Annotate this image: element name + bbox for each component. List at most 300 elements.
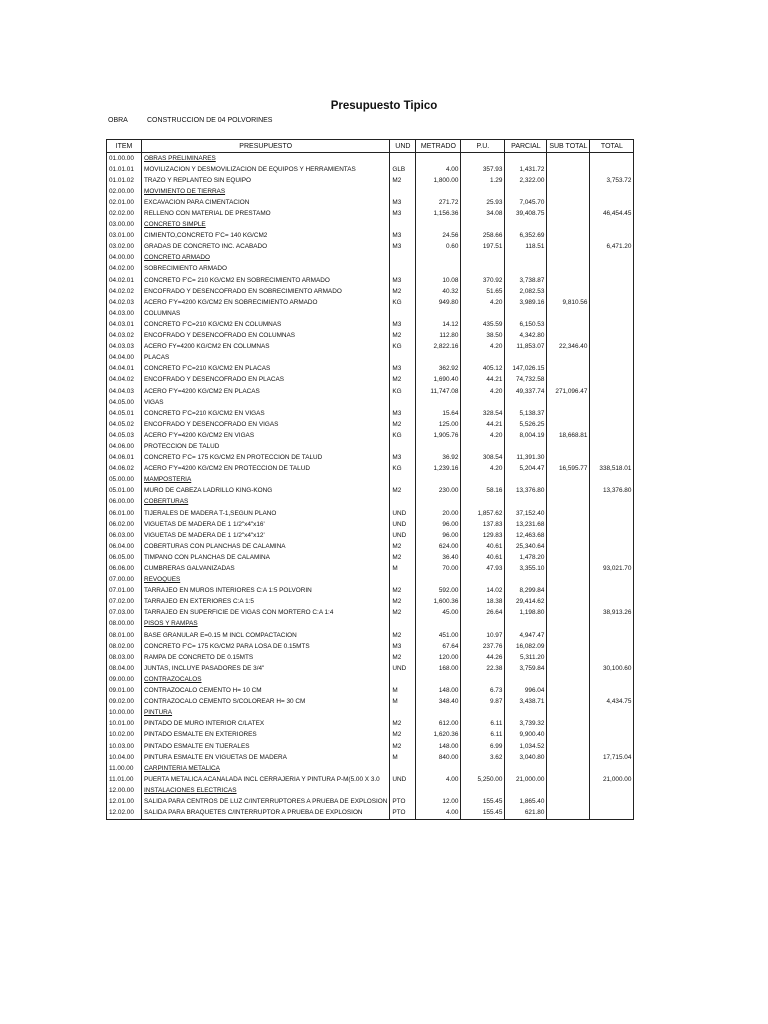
- cell-unit-price: 258.66: [461, 231, 505, 242]
- cell-total: [590, 342, 634, 353]
- cell-unit-price: [461, 441, 505, 452]
- table-row: [107, 331, 634, 342]
- table-row: [107, 353, 634, 364]
- cell-parcial: [505, 497, 547, 508]
- cell-item: 04.02.01: [107, 275, 142, 286]
- cell-parcial: 29,414.62: [505, 597, 547, 608]
- cell-subtotal: [547, 197, 590, 208]
- cell-unit-price: 10.97: [461, 630, 505, 641]
- cell-subtotal: 9,810.56: [547, 297, 590, 308]
- cell-unit-price: 6.11: [461, 730, 505, 741]
- table-row: [107, 563, 634, 574]
- cell-unit: M3: [390, 364, 416, 375]
- cell-parcial: 5,204.47: [505, 464, 547, 475]
- cell-description: SALIDA PARA CENTROS DE LUZ C/INTERRUPTORES A PRUEBA DE EXPLOSION: [142, 796, 390, 807]
- cell-unit-price: 40.61: [461, 541, 505, 552]
- cell-unit-price: [461, 397, 505, 408]
- cell-parcial: [505, 186, 547, 197]
- cell-total: [590, 308, 634, 319]
- table-row: [107, 430, 634, 441]
- cell-unit-price: 47.93: [461, 563, 505, 574]
- cell-parcial: 5,138.37: [505, 408, 547, 419]
- cell-metrado: 0.60: [416, 242, 461, 253]
- cell-parcial: 8,299.84: [505, 586, 547, 597]
- table-row: [107, 508, 634, 519]
- table-row: [107, 364, 634, 375]
- cell-parcial: [505, 264, 547, 275]
- cell-metrado: 230.00: [416, 486, 461, 497]
- cell-item: 04.06.00: [107, 441, 142, 452]
- cell-unit: M2: [390, 486, 416, 497]
- cell-metrado: [416, 674, 461, 685]
- cell-metrado: 10.08: [416, 275, 461, 286]
- cell-total: [590, 497, 634, 508]
- cell-metrado: [416, 308, 461, 319]
- cell-unit: PTO: [390, 808, 416, 820]
- table-row: [107, 308, 634, 319]
- cell-item: 02.00.00: [107, 186, 142, 197]
- table-row: [107, 419, 634, 430]
- cell-unit-price: 44.21: [461, 419, 505, 430]
- cell-metrado: 1,800.00: [416, 175, 461, 186]
- cell-metrado: 4.00: [416, 808, 461, 820]
- cell-parcial: [505, 619, 547, 630]
- cell-item: 10.02.00: [107, 730, 142, 741]
- cell-unit: M2: [390, 375, 416, 386]
- cell-subtotal: [547, 663, 590, 674]
- cell-subtotal: [547, 308, 590, 319]
- cell-unit-price: [461, 475, 505, 486]
- cell-description: COBERTURAS: [142, 497, 390, 508]
- cell-metrado: 112.80: [416, 331, 461, 342]
- cell-item: 04.04.02: [107, 375, 142, 386]
- cell-subtotal: [547, 264, 590, 275]
- cell-parcial: 21,000.00: [505, 774, 547, 785]
- table-row: [107, 808, 634, 820]
- cell-total: [590, 419, 634, 430]
- cell-total: [590, 331, 634, 342]
- cell-unit-price: 6.11: [461, 719, 505, 730]
- section-row: [107, 220, 634, 231]
- cell-parcial: 147,026.15: [505, 364, 547, 375]
- cell-description: CONTRAZOCALO CEMENTO S/COLOREAR H= 30 CM: [142, 697, 390, 708]
- cell-total: [590, 796, 634, 807]
- cell-item: 07.02.00: [107, 597, 142, 608]
- cell-subtotal: [547, 275, 590, 286]
- cell-item: 11.01.00: [107, 774, 142, 785]
- cell-total: [590, 519, 634, 530]
- cell-item: 01.01.01: [107, 164, 142, 175]
- cell-unit-price: 129.83: [461, 530, 505, 541]
- cell-unit-price: 197.51: [461, 242, 505, 253]
- cell-item: 08.01.00: [107, 630, 142, 641]
- cell-metrado: [416, 220, 461, 231]
- cell-unit: [390, 674, 416, 685]
- cell-item: 08.02.00: [107, 641, 142, 652]
- col-header-total: TOTAL: [590, 140, 634, 153]
- cell-parcial: 1,431.72: [505, 164, 547, 175]
- cell-unit-price: 155.45: [461, 796, 505, 807]
- cell-unit: M2: [390, 630, 416, 641]
- cell-total: [590, 153, 634, 165]
- cell-unit: [390, 441, 416, 452]
- col-header-pu: P.U.: [461, 140, 505, 153]
- cell-unit-price: [461, 153, 505, 165]
- cell-unit: [390, 220, 416, 231]
- cell-item: 05.01.00: [107, 486, 142, 497]
- cell-item: 04.05.01: [107, 408, 142, 419]
- cell-unit-price: 357.93: [461, 164, 505, 175]
- cell-unit-price: [461, 619, 505, 630]
- cell-parcial: 5,526.25: [505, 419, 547, 430]
- cell-description: CONCRETO F'C=210 KG/CM2 EN VIGAS: [142, 408, 390, 419]
- cell-description: VIGAS: [142, 397, 390, 408]
- cell-parcial: [505, 708, 547, 719]
- cell-metrado: 949.80: [416, 297, 461, 308]
- cell-metrado: 67.64: [416, 641, 461, 652]
- cell-description: PINTADO ESMALTE EN TIJERALES: [142, 741, 390, 752]
- cell-description: OBRAS PRELIMINARES: [142, 153, 390, 165]
- cell-unit: M3: [390, 197, 416, 208]
- cell-item: 04.03.02: [107, 331, 142, 342]
- col-header-item: ITEM: [107, 140, 142, 153]
- cell-subtotal: [547, 353, 590, 364]
- cell-description: COLUMNAS: [142, 308, 390, 319]
- cell-metrado: [416, 397, 461, 408]
- cell-metrado: [416, 708, 461, 719]
- cell-subtotal: [547, 364, 590, 375]
- cell-item: 12.02.00: [107, 808, 142, 820]
- cell-total: [590, 630, 634, 641]
- cell-metrado: [416, 785, 461, 796]
- cell-item: 04.03.03: [107, 342, 142, 353]
- section-row: [107, 153, 634, 165]
- table-row: [107, 319, 634, 330]
- cell-unit: [390, 308, 416, 319]
- cell-unit-price: [461, 708, 505, 719]
- cell-item: 06.02.00: [107, 519, 142, 530]
- table-row: [107, 719, 634, 730]
- cell-description: TARRAJEO EN SUPERFICIE DE VIGAS CON MORTERO C:A 1:4: [142, 608, 390, 619]
- cell-description: MAMPOSTERIA: [142, 475, 390, 486]
- table-row: [107, 608, 634, 619]
- cell-unit: M2: [390, 652, 416, 663]
- cell-total: [590, 652, 634, 663]
- cell-subtotal: [547, 175, 590, 186]
- cell-total: [590, 220, 634, 231]
- table-row: [107, 552, 634, 563]
- cell-description: CARPINTERIA METALICA: [142, 763, 390, 774]
- cell-total: [590, 597, 634, 608]
- cell-parcial: 1,034.52: [505, 741, 547, 752]
- cell-parcial: 5,311.20: [505, 652, 547, 663]
- cell-item: 11.00.00: [107, 763, 142, 774]
- cell-subtotal: [547, 563, 590, 574]
- cell-metrado: 24.56: [416, 231, 461, 242]
- cell-parcial: [505, 397, 547, 408]
- cell-item: 06.01.00: [107, 508, 142, 519]
- cell-description: CONTRAZOCALO CEMENTO H= 10 CM: [142, 686, 390, 697]
- cell-description: ENCOFRADO Y DESENCOFRADO EN PLACAS: [142, 375, 390, 386]
- cell-item: 03.00.00: [107, 220, 142, 231]
- cell-metrado: 840.00: [416, 752, 461, 763]
- cell-unit: M2: [390, 730, 416, 741]
- cell-description: CIMIENTO,CONCRETO F'C= 140 KG/CM2: [142, 231, 390, 242]
- cell-description: PINTADO DE MURO INTERIOR C/LATEX: [142, 719, 390, 730]
- cell-description: CONCRETO F'C=210 KG/CM2 EN PLACAS: [142, 364, 390, 375]
- cell-unit-price: [461, 353, 505, 364]
- cell-total: [590, 619, 634, 630]
- cell-total: [590, 164, 634, 175]
- obra-row: [108, 117, 272, 124]
- cell-item: 04.03.01: [107, 319, 142, 330]
- cell-item: 12.00.00: [107, 785, 142, 796]
- section-row: [107, 619, 634, 630]
- cell-description: CONCRETO F'C= 175 KG/CM2 EN PROTECCION DE TALUD: [142, 453, 390, 464]
- cell-parcial: [505, 575, 547, 586]
- cell-description: JUNTAS, INCLUYE PASADORES DE 3/4": [142, 663, 390, 674]
- cell-unit-price: 6.73: [461, 686, 505, 697]
- table-row: [107, 208, 634, 219]
- cell-item: 06.06.00: [107, 563, 142, 574]
- budget-table: [106, 139, 634, 820]
- cell-description: TIJERALES DE MADERA T-1,SEGUN PLANO: [142, 508, 390, 519]
- cell-total: [590, 719, 634, 730]
- cell-item: 03.02.00: [107, 242, 142, 253]
- cell-total: 338,518.01: [590, 464, 634, 475]
- cell-unit-price: 22.38: [461, 663, 505, 674]
- cell-subtotal: [547, 697, 590, 708]
- table-row: [107, 375, 634, 386]
- cell-unit: [390, 186, 416, 197]
- cell-unit: [390, 708, 416, 719]
- cell-item: 04.04.00: [107, 353, 142, 364]
- cell-subtotal: [547, 708, 590, 719]
- cell-total: [590, 586, 634, 597]
- cell-description: MOVIMIENTO DE TIERRAS: [142, 186, 390, 197]
- cell-subtotal: [547, 375, 590, 386]
- cell-unit-price: 26.64: [461, 608, 505, 619]
- cell-unit: KG: [390, 342, 416, 353]
- cell-parcial: 4,342.80: [505, 331, 547, 342]
- cell-description: ACERO F'Y=4200 KG/CM2 EN SOBRECIMIENTO ARMADO: [142, 297, 390, 308]
- table-row: [107, 796, 634, 807]
- cell-parcial: 74,732.58: [505, 375, 547, 386]
- cell-unit: M3: [390, 641, 416, 652]
- cell-unit: GLB: [390, 164, 416, 175]
- cell-unit-price: 435.59: [461, 319, 505, 330]
- page-title: Presupuesto Tipico: [330, 100, 438, 112]
- table-row: [107, 297, 634, 308]
- section-row: [107, 674, 634, 685]
- cell-item: 03.01.00: [107, 231, 142, 242]
- section-row: [107, 785, 634, 796]
- cell-total: 17,715.04: [590, 752, 634, 763]
- cell-unit-price: 34.08: [461, 208, 505, 219]
- cell-item: 04.05.02: [107, 419, 142, 430]
- cell-total: 30,100.60: [590, 663, 634, 674]
- cell-subtotal: [547, 575, 590, 586]
- cell-unit-price: [461, 674, 505, 685]
- cell-metrado: 96.00: [416, 519, 461, 530]
- cell-item: 06.03.00: [107, 530, 142, 541]
- cell-unit: KG: [390, 430, 416, 441]
- cell-description: ENCOFRADO Y DESENCOFRADO EN COLUMNAS: [142, 331, 390, 342]
- table-row: [107, 386, 634, 397]
- cell-unit-price: 1.29: [461, 175, 505, 186]
- table-row: [107, 342, 634, 353]
- cell-item: 04.06.02: [107, 464, 142, 475]
- cell-item: 06.04.00: [107, 541, 142, 552]
- table-row: [107, 630, 634, 641]
- cell-unit: M: [390, 563, 416, 574]
- cell-unit: M2: [390, 586, 416, 597]
- cell-total: [590, 186, 634, 197]
- cell-unit: M: [390, 697, 416, 708]
- cell-total: [590, 686, 634, 697]
- table-row: [107, 264, 634, 275]
- table-row: [107, 730, 634, 741]
- cell-unit-price: [461, 308, 505, 319]
- cell-unit: [390, 575, 416, 586]
- cell-unit-price: 9.87: [461, 697, 505, 708]
- cell-metrado: [416, 575, 461, 586]
- cell-total: 21,000.00: [590, 774, 634, 785]
- cell-unit-price: 137.83: [461, 519, 505, 530]
- cell-subtotal: [547, 741, 590, 752]
- table-row: [107, 597, 634, 608]
- cell-parcial: 11,853.07: [505, 342, 547, 353]
- cell-item: 04.06.01: [107, 453, 142, 464]
- cell-parcial: 25,340.64: [505, 541, 547, 552]
- cell-total: [590, 231, 634, 242]
- cell-subtotal: [547, 752, 590, 763]
- cell-subtotal: [547, 419, 590, 430]
- cell-unit: [390, 785, 416, 796]
- cell-total: [590, 319, 634, 330]
- cell-unit: UND: [390, 508, 416, 519]
- cell-description: RELLENO CON MATERIAL DE PRESTAMO: [142, 208, 390, 219]
- cell-parcial: 621.80: [505, 808, 547, 820]
- cell-parcial: 8,004.19: [505, 430, 547, 441]
- cell-unit-price: [461, 497, 505, 508]
- table-row: [107, 752, 634, 763]
- cell-total: [590, 475, 634, 486]
- cell-item: 06.05.00: [107, 552, 142, 563]
- table-row: [107, 530, 634, 541]
- cell-unit-price: 40.61: [461, 552, 505, 563]
- cell-parcial: 39,408.75: [505, 208, 547, 219]
- cell-subtotal: [547, 608, 590, 619]
- cell-unit: [390, 397, 416, 408]
- cell-metrado: 148.00: [416, 741, 461, 752]
- cell-metrado: 36.92: [416, 453, 461, 464]
- cell-description: VIGUETAS DE MADERA DE 1 1/2"x4"x16': [142, 519, 390, 530]
- cell-unit-price: [461, 220, 505, 231]
- obra-value: CONSTRUCCION DE 04 POLVORINES: [146, 117, 273, 124]
- cell-metrado: 14.12: [416, 319, 461, 330]
- cell-description: BASE GRANULAR E=0.15 M INCL COMPACTACION: [142, 630, 390, 641]
- cell-parcial: 3,989.16: [505, 297, 547, 308]
- cell-metrado: [416, 186, 461, 197]
- cell-description: COBERTURAS CON PLANCHAS DE CALAMINA: [142, 541, 390, 552]
- cell-description: TIMPANO CON PLANCHAS DE CALAMINA: [142, 552, 390, 563]
- cell-unit: KG: [390, 386, 416, 397]
- cell-item: 09.02.00: [107, 697, 142, 708]
- cell-total: [590, 408, 634, 419]
- cell-description: ACERO F'Y=4200 KG/CM2 EN VIGAS: [142, 430, 390, 441]
- cell-subtotal: [547, 774, 590, 785]
- cell-subtotal: [547, 475, 590, 486]
- cell-metrado: [416, 153, 461, 165]
- cell-unit-price: [461, 264, 505, 275]
- section-row: [107, 708, 634, 719]
- cell-unit: M2: [390, 286, 416, 297]
- cell-parcial: [505, 308, 547, 319]
- cell-description: VIGUETAS DE MADERA DE 1 1/2"x4"x12': [142, 530, 390, 541]
- cell-metrado: [416, 497, 461, 508]
- cell-metrado: 148.00: [416, 686, 461, 697]
- cell-description: SALIDA PARA BRAQUETES C/INTERRUPTOR A PRUEBA DE EXPLOSION: [142, 808, 390, 820]
- cell-subtotal: [547, 453, 590, 464]
- cell-total: [590, 541, 634, 552]
- cell-unit: M3: [390, 208, 416, 219]
- cell-description: TARRAJEO EN EXTERIORES C:A 1:5: [142, 597, 390, 608]
- cell-subtotal: [547, 785, 590, 796]
- cell-metrado: 362.92: [416, 364, 461, 375]
- cell-unit-price: [461, 186, 505, 197]
- table-row: [107, 774, 634, 785]
- cell-parcial: 49,337.74: [505, 386, 547, 397]
- table-row: [107, 242, 634, 253]
- cell-parcial: [505, 475, 547, 486]
- cell-subtotal: [547, 541, 590, 552]
- cell-metrado: [416, 441, 461, 452]
- cell-metrado: 451.00: [416, 630, 461, 641]
- cell-metrado: 4.00: [416, 774, 461, 785]
- table-row: [107, 441, 634, 452]
- cell-parcial: 1,198.80: [505, 608, 547, 619]
- table-row: [107, 586, 634, 597]
- cell-description: PISOS Y RAMPAS: [142, 619, 390, 630]
- cell-unit: M2: [390, 541, 416, 552]
- cell-description: INSTALACIONES ELECTRICAS: [142, 785, 390, 796]
- cell-unit-price: 4.20: [461, 386, 505, 397]
- cell-description: TARRAJEO EN MUROS INTERIORES C:A 1:5 POLVORIN: [142, 586, 390, 597]
- table-row: [107, 663, 634, 674]
- cell-parcial: 6,352.69: [505, 231, 547, 242]
- cell-description: MOVILIZACION Y DESMOVILIZACION DE EQUIPOS Y HERRAMIENTAS: [142, 164, 390, 175]
- table-row: [107, 519, 634, 530]
- cell-item: 02.02.00: [107, 208, 142, 219]
- cell-unit-price: 51.65: [461, 286, 505, 297]
- cell-subtotal: 18,668.81: [547, 430, 590, 441]
- table-row: [107, 397, 634, 408]
- cell-item: 02.01.00: [107, 197, 142, 208]
- cell-total: [590, 375, 634, 386]
- cell-unit-price: 4.20: [461, 297, 505, 308]
- cell-total: [590, 552, 634, 563]
- cell-unit-price: 38.50: [461, 331, 505, 342]
- cell-unit-price: 405.12: [461, 364, 505, 375]
- cell-subtotal: [547, 441, 590, 452]
- cell-metrado: 15.64: [416, 408, 461, 419]
- cell-total: [590, 508, 634, 519]
- col-header-und: UND: [390, 140, 416, 153]
- cell-unit: M2: [390, 175, 416, 186]
- cell-parcial: 4,947.47: [505, 630, 547, 641]
- cell-parcial: 12,463.68: [505, 530, 547, 541]
